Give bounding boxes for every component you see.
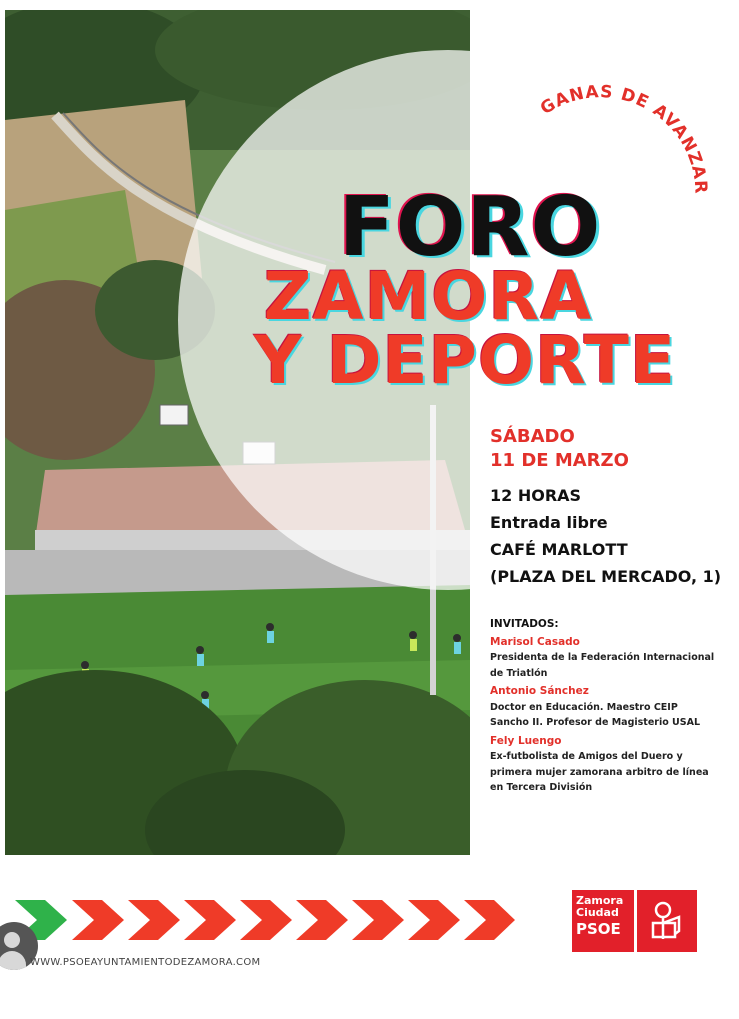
logo-line-2: Ciudad — [576, 906, 619, 919]
guests-section — [490, 617, 720, 796]
guests-label: INVITADOS: — [490, 618, 559, 630]
svg-text:GANAS DE AVANZAR — [537, 82, 710, 195]
event-info — [490, 482, 721, 590]
event-date — [490, 425, 629, 473]
psoe-rose-icon — [637, 890, 697, 952]
event-entry: Entrada libre — [490, 513, 608, 532]
title-line-3: Y DEPORTE — [253, 322, 677, 399]
chevron-red-icon — [240, 900, 292, 940]
event-date-text: 11 DE MARZO — [490, 450, 629, 471]
event-venue: CAFÉ MARLOTT — [490, 540, 628, 559]
title-line-2: ZAMORA — [263, 258, 593, 335]
chevron-red-icon — [184, 900, 236, 940]
guest-desc: Presidenta de la Federación Internacional de Triatlón — [490, 652, 715, 679]
slogan-text: GANAS DE AVANZAR — [537, 82, 711, 195]
title-line-1: FORO — [338, 180, 602, 275]
logo-line-3: PSOE — [576, 920, 621, 938]
chevron-arrows — [15, 895, 515, 945]
guest-desc: Doctor en Educación. Maestro CEIP Sancho II. Profesor de Magisterio USAL — [490, 701, 701, 728]
guest-name: Fely Luengo — [490, 734, 562, 747]
event-day: SÁBADO — [490, 426, 575, 447]
guest-desc: Ex-futbolista de Amigos del Duero y primera mujer zamorana arbitro de línea en Tercera División — [490, 751, 709, 793]
chevron-red-icon — [128, 900, 180, 940]
chevron-red-icon — [72, 900, 124, 940]
chevron-red-icon — [464, 900, 515, 940]
guest-name: Marisol Casado — [490, 635, 580, 648]
chevron-red-icon — [408, 900, 460, 940]
website-url[interactable]: WWW.PSOEAYUNTAMIENTODEZAMORA.COM — [30, 957, 261, 968]
event-time: 12 HORAS — [490, 486, 582, 505]
logo-line-1: Zamora — [576, 894, 624, 907]
chevron-red-icon — [352, 900, 404, 940]
event-address: (PLAZA DEL MERCADO, 1) — [490, 567, 722, 586]
psoe-logo-text — [572, 890, 634, 952]
guest-name: Antonio Sánchez — [490, 685, 589, 697]
chevron-red-icon — [296, 900, 348, 940]
